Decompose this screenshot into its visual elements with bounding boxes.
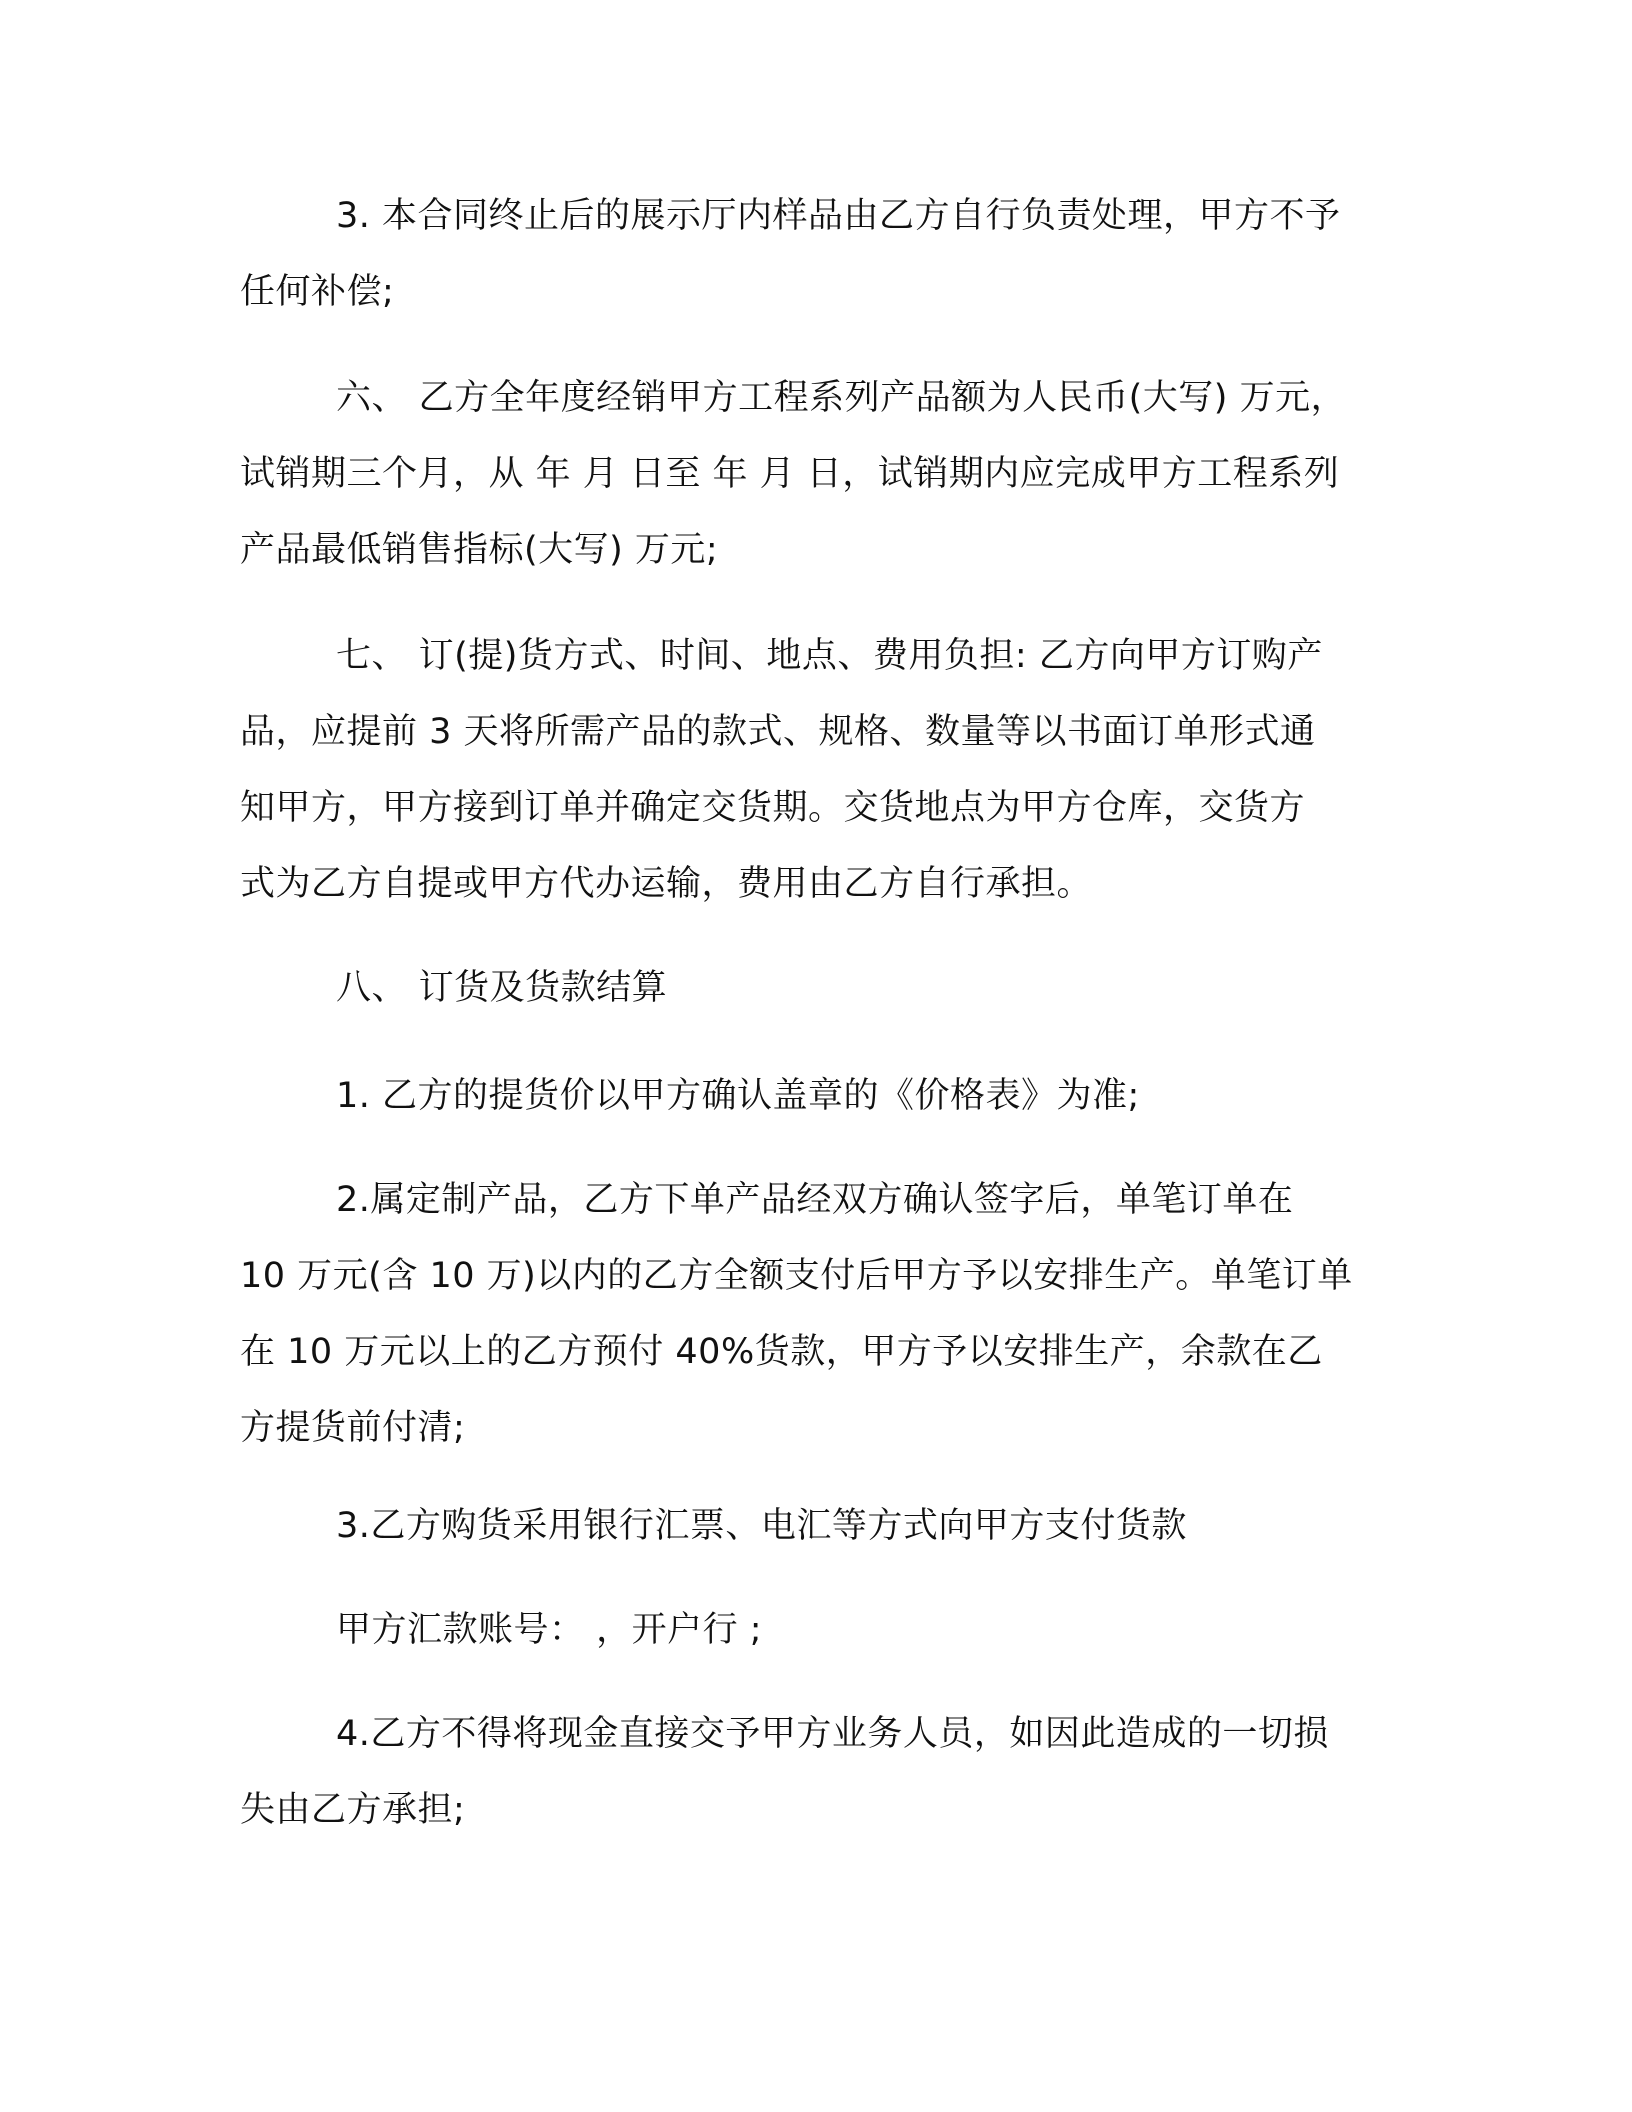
paragraph-line: 品，应提前 3 天将所需产品的款式、规格、数量等以书面订单形式通 [240,712,1316,752]
paragraph-line: 八、 订货及货款结算 [336,968,668,1008]
paragraph-line: 4.乙方不得将现金直接交予甲方业务人员，如因此造成的一切损 [336,1714,1329,1754]
paragraph-line: 方提货前付清; [240,1408,466,1448]
paragraph-line: 1. 乙方的提货价以甲方确认盖章的《价格表》为准; [336,1076,1140,1116]
paragraph-line: 10 万元(含 10 万)以内的乙方全额支付后甲方予以安排生产。单笔订单 [240,1256,1353,1296]
paragraph-line: 3.乙方购货采用银行汇票、电汇等方式向甲方支付货款 [336,1506,1187,1546]
paragraph-line: 甲方汇款账号： ，开户行 ; [336,1610,763,1650]
paragraph-line: 任何补偿; [240,272,395,312]
paragraph-line: 失由乙方承担; [240,1790,466,1830]
paragraph-line: 式为乙方自提或甲方代办运输，费用由乙方自行承担。 [240,864,1093,904]
paragraph-cash-warning [240,1696,1390,1848]
paragraph-line: 2.属定制产品，乙方下单产品经双方确认签字后，单笔订单在 [336,1180,1294,1220]
paragraph-line: 3. 本合同终止后的展示厅内样品由乙方自行负责处理，甲方不予 [336,196,1341,236]
paragraph-line: 六、 乙方全年度经销甲方工程系列产品额为人民币(大写) 万元， [336,378,1347,418]
paragraph-line: 七、 订(提)货方式、时间、地点、费用负担: 乙方向甲方订购产 [336,636,1323,676]
paragraph-line: 知甲方，甲方接到订单并确定交货期。交货地点为甲方仓库，交货方 [240,788,1306,828]
paragraph-line: 在 10 万元以上的乙方预付 40%货款，甲方予以安排生产，余款在乙 [240,1332,1323,1372]
paragraph-payment-method [240,1488,1390,1564]
paragraph-clause-six [240,360,1390,588]
paragraph-price-list [240,1058,1390,1134]
paragraph-clause-seven [240,618,1390,922]
paragraph-bank-account [240,1592,1390,1668]
paragraph-sample-disposal [240,178,1390,330]
paragraph-clause-eight-heading [240,950,1390,1026]
paragraph-custom-products [240,1162,1390,1466]
paragraph-line: 产品最低销售指标(大写) 万元; [240,530,719,570]
paragraph-line: 试销期三个月，从 年 月 日至 年 月 日，试销期内应完成甲方工程系列 [240,454,1340,494]
